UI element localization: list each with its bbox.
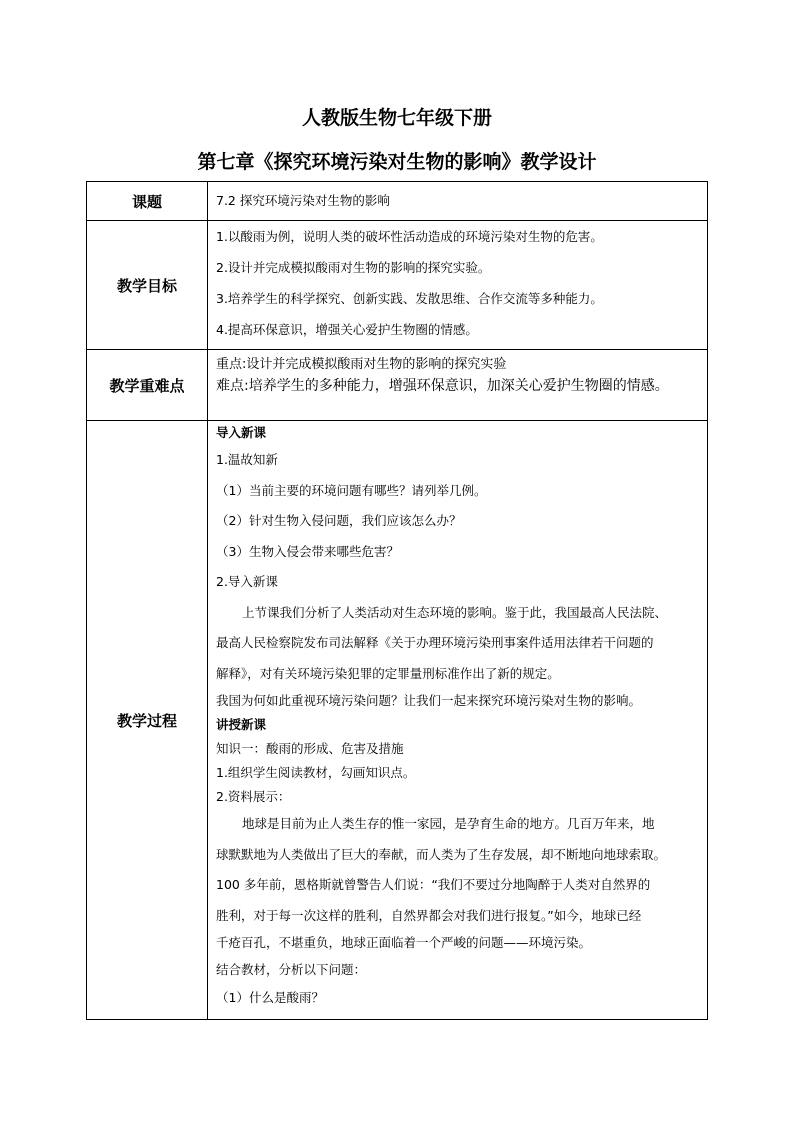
process-content <box>208 421 708 1020</box>
new-lesson-heading: 2.导入新课 <box>216 574 278 589</box>
goals-label: 教学目标 <box>87 221 208 350</box>
teach-heading: 讲授新课 <box>216 717 267 732</box>
key-points-label: 教学重难点 <box>87 350 208 421</box>
material-line: 胜利，对于每一次这样的胜利，自然界都会对我们进行报复。”如今，地球已经 <box>216 907 642 923</box>
paragraph-line: 解释》，对有关环境污染犯罪的定罪量刑标准作出了新的规定。 <box>216 665 560 681</box>
table-row-topic <box>87 182 708 221</box>
document-title: 人教版生物七年级下册 <box>301 107 492 129</box>
analysis-text: 结合教材，分析以下问题： <box>216 962 367 977</box>
paragraph-text: 我国为何如此重视环境污染问题？让我们一起来探究环境污染对生物的影响。 <box>216 693 642 708</box>
goal-item: 4.提高环保意识，增强关心爱护生物圈的情感。 <box>216 322 478 337</box>
document-subtitle: 第七章《探究环境污染对生物的影响》教学设计 <box>197 151 597 173</box>
table-row-key-points <box>87 350 708 421</box>
material-line: 地球是目前为止人类生存的惟一家园，是孕育生命的地方。几百万年来，地 <box>242 816 655 831</box>
step-item: 1.组织学生阅读教材，勾画知识点。 <box>216 765 416 780</box>
table-row-goals <box>87 221 708 350</box>
step-item: 2.资料展示： <box>216 789 291 804</box>
goal-item: 2.设计并完成模拟酸雨对生物的影响的探究实验。 <box>216 260 491 275</box>
question-item: （3）生物入侵会带来哪些危害？ <box>216 543 399 559</box>
lesson-plan-table <box>86 181 708 1020</box>
material-line: 100 多年前，恩格斯就曾警告人们说：“我们不要过分地陶醉于人类对自然界的 <box>216 877 651 892</box>
analysis-question: （1）什么是酸雨？ <box>216 989 324 1005</box>
material-line: 球默默地为人类做出了巨大的奉献，而人类为了生存发展，却不断地向地球索取。 <box>216 846 667 862</box>
material-line: 千疮百孔，不堪重负，地球正面临着一个严峻的问题——环境污染。 <box>216 935 592 950</box>
key-points-content <box>208 350 708 421</box>
table-row-process <box>87 421 708 1020</box>
goals-content <box>208 221 708 350</box>
paragraph-line: 最高人民检察院发布司法解释《关于办理环境污染刑事案件适用法律若干问题的 <box>216 635 654 650</box>
topic-value: 7.2 探究环境污染对生物的影响 <box>208 182 708 221</box>
question-item: （2）针对生物入侵问题，我们应该怎么办？ <box>216 513 462 528</box>
topic-label: 课题 <box>87 182 208 221</box>
review-heading: 1.温故知新 <box>216 452 278 467</box>
question-item: （1）当前主要的环境问题有哪些？请列举几例。 <box>216 482 487 498</box>
process-label: 教学过程 <box>87 421 208 1020</box>
paragraph-line: 上节课我们分析了人类活动对生态环境的影响。鉴于此，我国最高人民法院、 <box>242 604 668 620</box>
intro-heading: 导入新课 <box>216 425 267 440</box>
difficulty-text: 难点:培养学生的多种能力，增强环保意识，加深关心爱护生物圈的情感。 <box>216 378 669 394</box>
goal-item: 1.以酸雨为例，说明人类的破坏性活动造成的环境污染对生物的危害。 <box>216 229 603 244</box>
knowledge-heading: 知识一：酸雨的形成、危害及措施 <box>216 741 404 756</box>
goal-item: 3.培养学生的科学探究、创新实践、发散思维、合作交流等多种能力。 <box>216 291 603 306</box>
emphasis-text: 重点:设计并完成模拟酸雨对生物的影响的探究实验 <box>216 357 507 372</box>
